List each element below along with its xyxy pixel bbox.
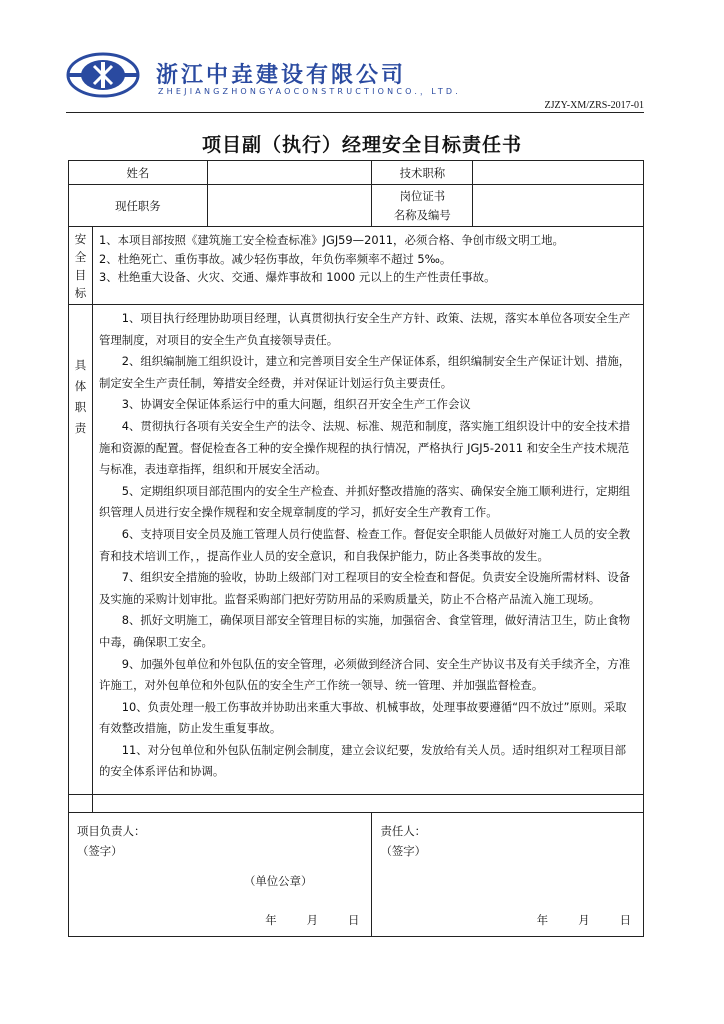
header-rule xyxy=(66,112,644,113)
cert-label-line-1: 岗位证书 xyxy=(399,188,446,203)
duties-content xyxy=(92,305,643,795)
safety-goals-content xyxy=(92,227,643,305)
month-label: 月 xyxy=(306,913,319,927)
duty-item: 6、支持项目安全员及施工管理人员行使监督、检查工作。督促安全职能人员做好对施工人员的安全教育和技术培训工作，，提高作业人员的安全意识，和自我保护能力，防止各类事故的发生。 xyxy=(98,526,631,563)
goal-item: 1、本项目部按照《建筑施工安全检查标准》JGJ59—2011，必须合格、争创市级文明工地。 xyxy=(98,233,564,247)
duties-label-char: 体 xyxy=(74,379,87,393)
responsible-person-sign: （签字） xyxy=(380,844,427,858)
duty-item: 11、对分包单位和外包队伍制定例会制度，建立会议纪要，发放给有关人员。适时组织对工程项目部的安全体系评估和协调。 xyxy=(98,742,627,779)
goals-label-char: 安 xyxy=(74,231,87,246)
day-label: 日 xyxy=(348,913,360,927)
year-label: 年 xyxy=(265,913,277,927)
project-leader-sign: （签字） xyxy=(77,844,123,858)
goal-item: 2、杜绝死亡、重伤事故。减少轻伤事故，年负伤率频率不超过 5‰。 xyxy=(98,251,452,266)
project-leader-label: 项目负责人： xyxy=(77,824,146,838)
duty-item: 7、组织安全措施的验收，协助上级部门对工程项目的安全检查和督促。负责安全设施所需材料、设备及实施的采购计划审批。监督采购部门把好劳防用品的采购质量关，防止不合格产品流入施工现场。 xyxy=(98,570,631,606)
company-name: 浙江中垚建设有限公司 xyxy=(156,63,407,88)
tech-title-value[interactable] xyxy=(473,161,644,185)
left-date xyxy=(265,910,359,930)
blank-cell xyxy=(69,795,93,813)
responsible-person-sign-area[interactable] xyxy=(372,813,644,937)
name-value[interactable] xyxy=(207,161,372,185)
tech-title-label: 技术职称 xyxy=(372,161,473,185)
cert-label-line-2: 名称及编号 xyxy=(393,207,451,222)
duties-label-char: 责 xyxy=(74,421,87,435)
duty-item: 3、协调安全保证体系运行中的重大问题，组织召开安全生产工作会议 xyxy=(121,397,471,412)
goals-label-char: 目 xyxy=(74,267,87,282)
position-label: 现任职务 xyxy=(69,185,208,227)
goals-label-char: 全 xyxy=(74,249,87,264)
duty-item: 10、负责处理一般工伤事故并协助出来重大事故、机械事故，处理事故要遵循“四不放过”原则。采取有效整改措施，防止发生重复事故。 xyxy=(98,699,627,736)
year-label: 年 xyxy=(536,913,549,927)
duty-item: 4、贯彻执行各项有关安全生产的法令、法规、标准、规范和制度，落实施工组织设计中的安全技术措施和资源的配置。督促检查各工种的安全操作规程的执行情况，严格执行 JGJ5-2011 和安全生产技术规范与标准，表违章指挥，组织和开展安全活动。 xyxy=(98,418,631,477)
right-date xyxy=(537,910,631,930)
cert-label xyxy=(372,185,473,227)
day-label: 日 xyxy=(619,913,631,927)
duties-label xyxy=(69,305,93,795)
responsibility-table xyxy=(68,160,644,937)
goal-item: 3、杜绝重大设备、火灾、交通、爆炸事故和 1000 元以上的生产性责任事故。 xyxy=(98,270,496,284)
page-title: 项目副（执行）经理安全目标责任书 xyxy=(201,134,522,156)
duty-item: 8、抓好文明施工，确保项目部安全管理目标的实施，加强宿舍、食堂管理，做好清洁卫生，防止食物中毒，确保职工安全。 xyxy=(98,613,631,649)
duty-item: 9、加强外包单位和外包队伍的安全管理，必须做到经济合同、安全生产协议书及有关手续齐全，方准许施工，对外包单位和外包队伍的安全生产工作统一领导、统一管理、并加强监督检查。 xyxy=(98,656,631,693)
safety-goals-label xyxy=(69,227,93,305)
company-logo xyxy=(66,52,140,98)
duty-item: 2、组织编制施工组织设计，建立和完善项目安全生产保证体系，组织编制安全生产保证计划、措施，制定安全生产责任制，筹措安全经费，并对保证计划运行负主要责任。 xyxy=(98,354,631,390)
month-label: 月 xyxy=(578,913,590,927)
duties-label-char: 具 xyxy=(74,358,87,372)
position-value[interactable] xyxy=(207,185,372,227)
project-leader-sign-area[interactable] xyxy=(69,813,372,937)
duty-item: 5、定期组织项目部范围内的安全生产检查、并抓好整改措施的落实、确保安全施工顺利进行，定期组织管理人员进行安全操作规程和安全规章制度的学习，抓好安全生产教育工作。 xyxy=(98,483,631,520)
responsible-person-label: 责任人： xyxy=(380,824,427,838)
name-label: 姓名 xyxy=(69,161,208,185)
document-code: ZJZY-XM/ZRS-2017-01 xyxy=(544,100,644,111)
unit-seal-label: （单位公章） xyxy=(244,874,313,888)
duties-label-char: 职 xyxy=(74,400,87,414)
duty-item: 1、项目执行经理协助项目经理，认真贯彻执行安全生产方针、政策、法规，落实本单位各项安全生产管理制度，对项目的安全生产负直接领导责任。 xyxy=(98,311,631,347)
company-english-name: ZHEJIANGZHONGYAOCONSTRUCTIONCO.，LTD. xyxy=(158,87,462,96)
blank-row xyxy=(92,795,643,813)
goals-label-char: 标 xyxy=(74,285,87,300)
cert-value[interactable] xyxy=(473,185,644,227)
